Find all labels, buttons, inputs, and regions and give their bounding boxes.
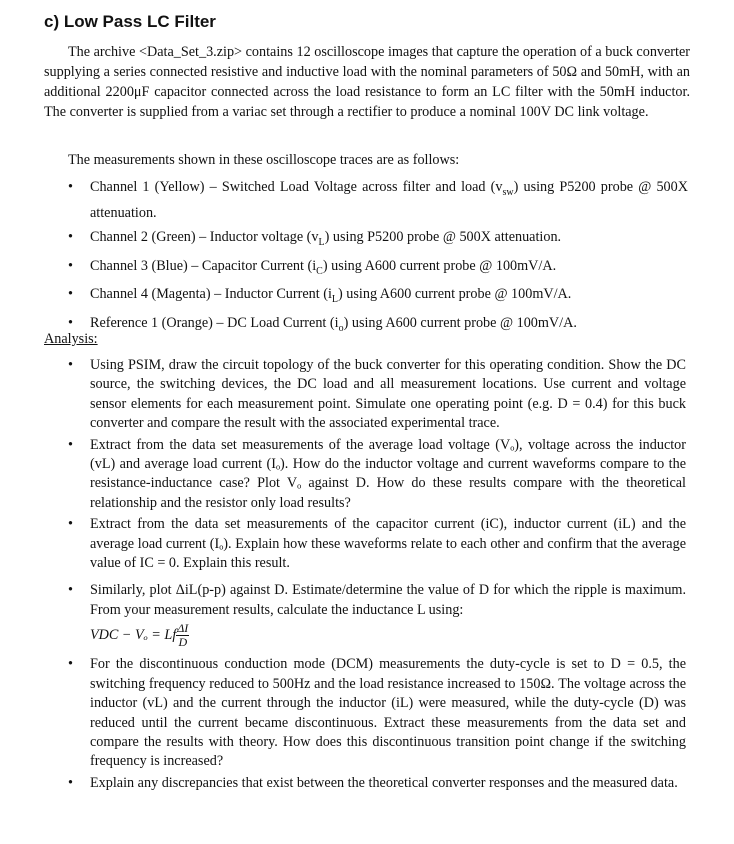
list-item: • Channel 3 (Blue) – Capacitor Current $(i_C)$ using A600 current probe @ 100mV/A. bbox=[68, 257, 557, 277]
section-heading: c) Low Pass LC Filter bbox=[44, 12, 216, 31]
bullet-icon: • bbox=[68, 656, 73, 673]
analysis-list bbox=[68, 356, 686, 795]
bullet-icon: • bbox=[68, 286, 73, 303]
bullet-icon: • bbox=[68, 179, 73, 195]
bullet-icon: • bbox=[68, 582, 73, 599]
bullet-icon: • bbox=[68, 516, 73, 533]
inductance-formula: VDC − Vₒ = Lf $\frac{\Delta I}{D}$ bbox=[90, 621, 189, 650]
bullet-icon: • bbox=[68, 315, 73, 332]
bullet-icon: • bbox=[68, 774, 73, 791]
list-item: • Explain any discrepancies that exist between the theoretical converter responses and the measured data. bbox=[68, 774, 686, 793]
bullet-icon: • bbox=[68, 357, 73, 373]
bullet-icon: • bbox=[68, 228, 73, 245]
list-item: • Channel 1 (Yellow) – Switched Load Voltage across filter and load $(v_{sw})$ using P5200 probe @ 500X attenuation. bbox=[68, 179, 688, 221]
list-item: • Channel 2 (Green) – Inductor voltage $(v_L)$ using P5200 probe @ 500X attenuation. bbox=[68, 228, 562, 248]
list-item: • Channel 4 (Magenta) – Inductor Current $(i_L)$ using A600 current probe @ 100mV/A. bbox=[68, 286, 572, 306]
analysis-label: Analysis: bbox=[44, 331, 98, 347]
list-item: • Extract from the data set measurements of the average load voltage (Vₒ), voltage across the inductor (vL) and average load current (Iₒ). How do the inductor voltage and current waveforms compare to the resistance-inductance case? Plot Vₒ against D. How do these results compare with the theoretical relationship and the resistor only load results? bbox=[68, 436, 686, 511]
list-item: • Reference 1 (Orange) – DC Load Current $(i_o)$ using A600 current probe @ 100mV/A. bbox=[68, 315, 577, 335]
measurements-intro: The measurements shown in these oscilloscope traces are as follows: bbox=[68, 152, 460, 168]
bullet-icon: • bbox=[68, 257, 73, 274]
list-item: • Using PSIM, draw the circuit topology of the buck converter for this operating condition. Show the DC source, the switching devices, the DC load and all measurement locations. Use current and voltage sensor elements for each measurement point. Simulate one operating point (e.g. D = 0.4) for this buck converter and compare the result with the associated experimental trace. bbox=[68, 357, 686, 432]
list-item: • For the discontinuous conduction mode (DCM) measurements the duty-cycle is set to D = 0.5, the switching frequency reduced to 500Hz and the load resistance increased to 150Ω. The voltage across the inductor (vL) and the current through the inductor (iL) were measured, while the duty-cycle (D) was reduced until the current became discontinuous. Extract these measurements from the data set and compare the results with theory. How does this discontinuous transition point change if the switching frequency is increased? bbox=[68, 656, 686, 770]
formula-fraction: $\frac{\Delta I}{D}$ bbox=[177, 621, 189, 650]
intro-paragraph: The archive <Data_Set_3.zip> contains 12 oscilloscope images that capture the operation of a buck converter supplying a series connected resistive and inductive load with the nominal parameters of 50Ω and 50mH, with an additional 2200μF capacitor connected across the load resistance to form an LC filter with the 50mH inductor. The converter is supplied from a variac set through a rectifier to produce a nominal 100V DC link voltage. bbox=[44, 44, 690, 120]
list-item: • Similarly, plot ΔiL(p-p) against D. Estimate/determine the value of D for which the ripple is maximum. From your measurement results, calculate the inductance L using: VDC − Vₒ = Lf $\frac{\Delta I}{D}$ bbox=[68, 581, 686, 653]
list-item: • Extract from the data set measurements of the capacitor current (iC), inductor current (iL) and the average load current (Iₒ). Explain how these waveforms relate to each other and confirm that the average value of IC = 0. Explain this result. bbox=[68, 516, 686, 572]
bullet-icon: • bbox=[68, 436, 73, 453]
measurements-list bbox=[68, 177, 688, 342]
